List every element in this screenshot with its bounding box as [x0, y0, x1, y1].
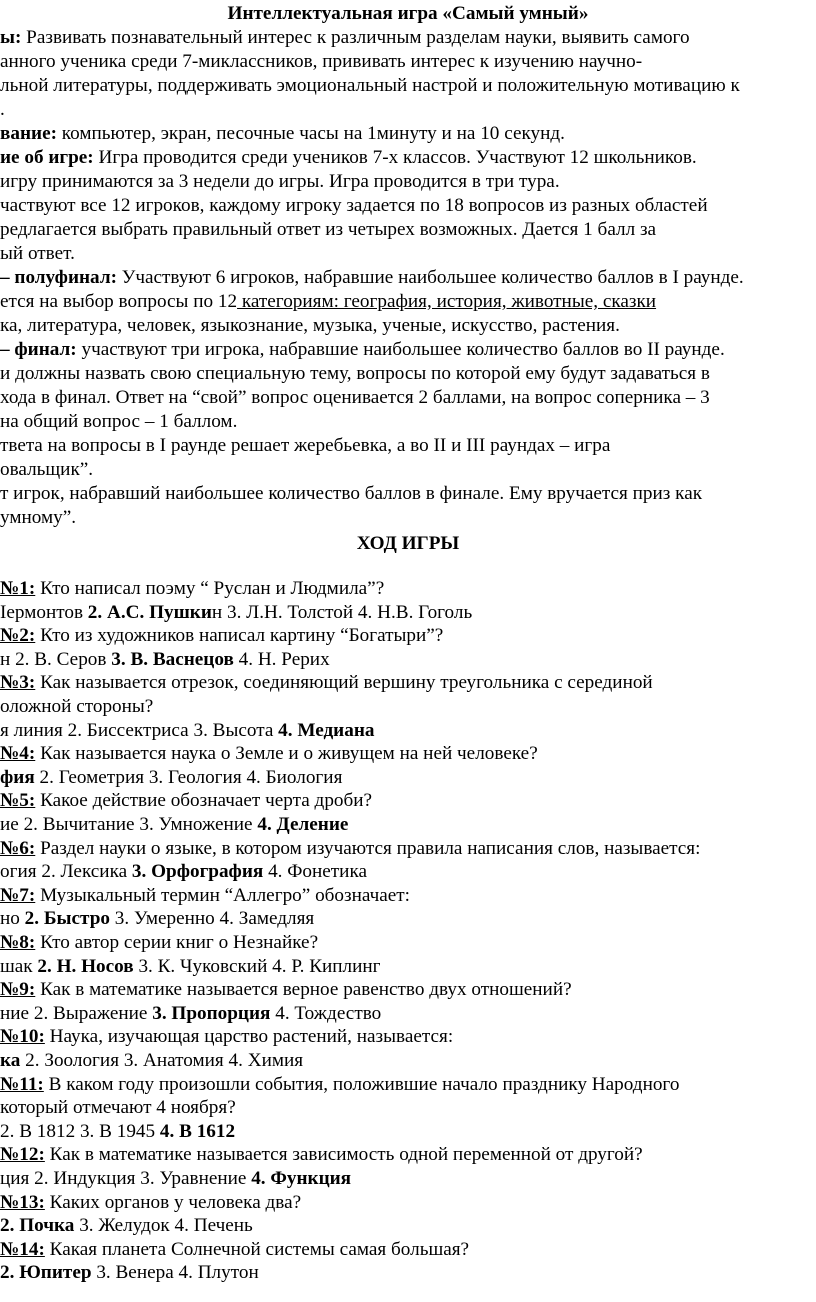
question-number: №10: — [0, 1026, 45, 1048]
question-line — [0, 978, 572, 1002]
answers-line — [0, 860, 367, 884]
equipment-label: вание: — [0, 123, 57, 144]
question-number: №11: — [0, 1073, 44, 1095]
order-line: тветa на вопросы в I раунде решает жеребьевка, а во II и III раундах – игра — [0, 435, 611, 456]
answers-line — [0, 648, 330, 672]
question-text: Кто из художников написал картину “Богатыри”? — [35, 625, 444, 647]
question-number: №1: — [0, 578, 36, 599]
winner-line: т игрок, набравший наибольшее количество баллов в финале. Ему вручается приз как — [0, 483, 703, 504]
question-text: Кто автор серии книг о Незнайке? — [35, 932, 319, 953]
about-line: частвуют все 12 игроков, каждому игроку задается по 18 вопросов из разных областей — [0, 195, 708, 216]
question-text: Раздел науки о языке, в котором изучаются правила написания слов, называется: — [35, 837, 701, 859]
question-text: Какое действие обозначает черта дроби? — [35, 790, 373, 812]
question-line — [0, 1238, 469, 1262]
answers-line — [0, 1049, 303, 1073]
semifinal-line: – полуфинал: Участвуют 6 игроков, набравшие наибольшее количество баллов в I раунде. — [0, 267, 744, 288]
question-text: Как в математике называется верное равенство двух отношений? — [35, 979, 572, 1001]
question-line — [0, 671, 653, 695]
question-number: №4: — [0, 743, 36, 765]
question-number: №12: — [0, 1144, 45, 1166]
answer-option: 4. Н. Рерих — [233, 648, 330, 670]
answers-line — [0, 1167, 351, 1191]
correct-answer: ка — [0, 1050, 21, 1071]
question-line — [0, 1191, 301, 1215]
answer-option: н 3. Л.Н. Толстой 4. Н.В. Гоголь — [211, 601, 473, 623]
question-line — [0, 1073, 679, 1097]
question-number: №9: — [0, 979, 36, 1001]
question-number: №6: — [0, 837, 36, 859]
answers-line — [0, 1261, 259, 1285]
answers-line — [0, 766, 342, 790]
semifinal-line: ка, литература, человек, языкознание, музыка, ученые, искусство, растения. — [0, 315, 620, 336]
question-line — [0, 789, 372, 813]
correct-answer: 3. Пропорция — [152, 1002, 271, 1024]
answers-line — [0, 907, 314, 931]
answers-line — [0, 955, 381, 979]
winner-line: умному”. — [0, 507, 77, 528]
question-line — [0, 742, 538, 766]
answers-line — [0, 601, 472, 625]
correct-answer: 4. Деление — [257, 814, 349, 835]
goals-line: ы: Развивать познавательный интерес к различным разделам науки, выявить самого — [0, 27, 690, 48]
answer-option: но — [0, 908, 25, 930]
answers-line — [0, 1120, 235, 1144]
answer-option: 2. В 1812 3. В 1945 — [0, 1120, 160, 1142]
question-text: Как называется отрезок, соединяющий вершину треугольника с серединой — [35, 672, 653, 694]
answer-option: 3. Венера 4. Плутон — [91, 1262, 259, 1284]
about-line: ый ответ. — [0, 243, 75, 264]
correct-answer: 3. Орфография — [131, 861, 264, 883]
answer-option: я линия 2. Биссектриса 3. Высота — [0, 719, 279, 741]
correct-answer: 4. Медиана — [278, 719, 375, 741]
question-text: который отмечают 4 ноября? — [0, 1097, 236, 1119]
about-line: ие об игре: Игра проводится среди учеников 7-х классов. Участвуют 12 школьников. — [0, 147, 697, 168]
question-line — [0, 624, 443, 648]
question-line — [0, 695, 153, 719]
question-text: Кто написал поэму “ Руслан и Людмила”? — [35, 578, 385, 599]
semifinal-line: ется на выбор вопросы по 12 категориям: география, история, животные, сказки — [0, 291, 657, 312]
goals-line: анного ученика среди 7-миклассников, прививать интерес к изучению научно- — [0, 51, 643, 72]
order-line: овальщик”. — [0, 459, 94, 480]
document-title: Интеллектуальная игра «Самый умный» — [227, 3, 589, 24]
answer-option: огия 2. Лексика — [0, 861, 132, 883]
correct-answer: 2. А.С. Пушки — [87, 601, 212, 623]
correct-answer: 2. Н. Носов — [37, 955, 134, 977]
correct-answer: 4. Функция — [251, 1168, 352, 1189]
answer-option: Iермонтов — [0, 601, 88, 623]
semifinal-label: – полуфинал: — [0, 267, 117, 288]
question-text: Какая планета Солнечной системы самая большая? — [44, 1238, 470, 1260]
question-text: Наука, изучающая царство растений, называется: — [44, 1026, 454, 1048]
answer-option: 3. Желудок 4. Печень — [74, 1215, 253, 1237]
question-line — [0, 1096, 236, 1120]
question-number: №5: — [0, 790, 36, 812]
question-number: №2: — [0, 625, 36, 647]
correct-answer: 4. В 1612 — [159, 1120, 236, 1142]
answer-option: 2. Геометрия 3. Геология 4. Биология — [34, 766, 343, 788]
correct-answer: 2. Юпитер — [0, 1262, 92, 1284]
answer-option: ние 2. Выражение — [0, 1002, 153, 1024]
question-line — [0, 837, 700, 861]
answers-line — [0, 1002, 381, 1026]
answer-option: шак — [0, 955, 38, 977]
question-line — [0, 931, 318, 955]
answer-option: 2. Зоология 3. Анатомия 4. Химия — [20, 1050, 304, 1071]
correct-answer: фия — [0, 766, 35, 788]
question-text: Каких органов у человека два? — [44, 1191, 302, 1213]
question-text: Музыкальный термин “Аллегро” обозначает: — [35, 884, 411, 906]
course-heading: ХОД ИГРЫ — [356, 533, 460, 554]
question-line — [0, 1143, 643, 1167]
question-number: №3: — [0, 672, 36, 694]
about-label: ие об игре: — [0, 147, 94, 168]
answer-option: ие 2. Вычитание 3. Умножение — [0, 814, 258, 835]
answer-option: ция 2. Индукция 3. Уравнение — [0, 1168, 252, 1189]
final-line: на общий вопрос – 1 баллом. — [0, 411, 238, 432]
final-line: – финал: участвуют три игрока, набравшие наибольшее количество баллов во II раунде. — [0, 339, 725, 360]
answer-option: 4. Тождество — [270, 1002, 382, 1024]
question-text: В каком году произошли события, положившие начало празднику Народного — [43, 1073, 680, 1095]
correct-answer: 3. В. Васнецов — [111, 648, 234, 670]
question-line — [0, 884, 410, 908]
correct-answer: 2. Почка — [0, 1215, 75, 1237]
question-number: №7: — [0, 884, 36, 906]
equipment-line: вание: компьютер, экран, песочные часы на 1минуту и на 10 секунд. — [0, 123, 565, 144]
final-line: и должны назвать свою специальную тему, вопросы по которой ему будут задаваться в — [0, 363, 710, 384]
final-line: хода в финал. Ответ на “свой” вопрос оценивается 2 баллами, на вопрос соперника – 3 — [0, 387, 710, 408]
goals-line: . — [0, 99, 5, 120]
answers-line — [0, 1214, 253, 1238]
question-number: №14: — [0, 1238, 45, 1260]
answer-option: 3. К. Чуковский 4. Р. Киплинг — [133, 955, 381, 977]
question-text: Как в математике называется зависимость одной переменной от другой? — [44, 1144, 643, 1166]
about-line: игру принимаются за 3 недели до игры. Игра проводится в три тура. — [0, 171, 560, 192]
answers-line — [0, 813, 348, 837]
answer-option: 4. Фонетика — [263, 861, 367, 883]
question-line — [0, 577, 384, 601]
goals-label: ы: — [0, 27, 22, 48]
about-line: редлагается выбрать правильный ответ из четырех возможных. Дается 1 балл за — [0, 219, 657, 240]
question-number: №8: — [0, 932, 36, 953]
goals-line: льной литературы, поддерживать эмоциональный настрой и положительную мотивацию к — [0, 75, 740, 96]
answer-option: н 2. В. Серов — [0, 648, 112, 670]
question-number: №13: — [0, 1191, 45, 1213]
question-text: оложной стороны? — [0, 696, 154, 717]
correct-answer: 2. Быстро — [24, 908, 110, 930]
final-label: – финал: — [0, 339, 77, 360]
answer-option: 3. Умеренно 4. Замедляя — [109, 908, 315, 930]
question-text: Как называется наука о Земле и о живущем на ней человеке? — [35, 743, 538, 765]
question-line — [0, 1025, 453, 1049]
answers-line — [0, 719, 374, 743]
